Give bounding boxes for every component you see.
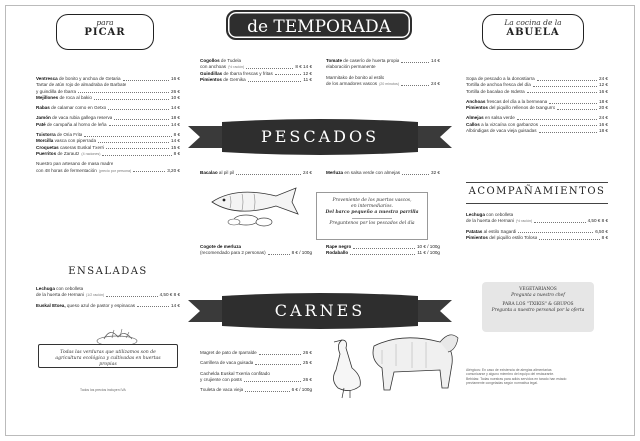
leader-dots [246, 68, 293, 69]
menu-item [200, 387, 312, 393]
menu-item-name: Cachelda Euskal Txerria confitado [200, 370, 270, 376]
menu-item-price: 8 € [601, 234, 608, 240]
menu-item-highlight: Puerritos [36, 150, 57, 156]
menu-item-name: de la huerta de Hernani [36, 292, 85, 298]
menu-item-price: 14 € [171, 138, 180, 144]
menu-item-price: 14 € [431, 58, 440, 63]
ensaladas-list [36, 286, 180, 309]
leader-dots [236, 174, 301, 175]
leader-dots [353, 248, 415, 249]
menu-item-highlight: Euskal Etxea, [36, 302, 66, 308]
menu-item-price: 12 € [303, 70, 312, 76]
menu-item-price: 26 € [303, 350, 312, 355]
menu-item-highlight: Merluza [326, 170, 344, 175]
menu-item-highlight: Cogollos [200, 58, 220, 63]
leader-dots [534, 222, 585, 223]
menu-item [36, 303, 180, 309]
leader-dots [133, 171, 165, 172]
menu-item-price: 3,20 € [167, 167, 180, 173]
leader-dots [540, 125, 597, 126]
menu-item-name: con anchoas [200, 64, 227, 70]
menu-item [36, 168, 180, 174]
menu-item-note: (precio por persona) [98, 168, 132, 173]
menu-item-name: Paté de campaña al horno de leña [36, 121, 107, 127]
menu-item-highlight: Pimientos [466, 105, 488, 111]
menu-item-name: Pimientos del piquillo rellenos de txangurro [466, 105, 556, 111]
menu-item-name: Tortilla de bacalao de Isdetra [466, 88, 525, 94]
menu-item-name: Lechuga con cebolleta [466, 212, 514, 217]
menu-item [200, 250, 312, 256]
leader-dots [402, 174, 429, 175]
leader-dots [517, 119, 597, 120]
leader-dots [248, 81, 302, 82]
menu-item-name: y guindilla de Ibarra [36, 88, 77, 94]
menu-item-name: Txuleta de vaca vieja [200, 387, 244, 393]
menu-item-name: Rabas de calamar como en Getxo [36, 105, 107, 111]
menu-item-name: Croquetas caseras Euskal Txerri [36, 144, 105, 150]
origin-line1: Proveniente de los puertos vascos, [332, 198, 412, 203]
legal-line4: previamente congeladas según normativa legal. [466, 381, 539, 386]
menu-item-price: 11 € / 100g [417, 250, 440, 256]
leader-dots [518, 232, 593, 233]
leader-dots [527, 92, 597, 93]
legal-line3: Bebidas: Todas nuestras para adiós servidos en tarado han estado [466, 376, 567, 381]
leader-dots [549, 103, 597, 104]
leader-dots [109, 125, 170, 126]
leader-dots [401, 85, 429, 86]
menu-item-name: Albóndigas de vaca vieja guisadas [466, 128, 537, 134]
menu-item-name: con 48 horas de fermentación [36, 167, 97, 173]
origin-line2: en intermediarios. [351, 204, 393, 209]
acompanamientos-title: ACOMPAÑAMIENTOS [468, 186, 606, 197]
carnes-title: CARNES [274, 301, 366, 320]
pescados-origin-box [316, 192, 428, 240]
menu-item-price: 12 € [599, 82, 608, 88]
menu-item-price: 8 € [173, 150, 180, 156]
menu-item-highlight: Anchoas [466, 98, 486, 104]
menu-item-price: 25 € [303, 360, 312, 366]
ensaladas-title: ENSALADAS [68, 266, 148, 277]
menu-item-price: 18 € [171, 115, 180, 121]
pescados-col1 [200, 170, 312, 176]
leader-dots [245, 391, 289, 392]
leader-dots [108, 109, 169, 110]
menu-item-highlight: Pimientos [200, 76, 222, 82]
menu-item-name: Morcilla vasca con piperrada [36, 138, 97, 144]
acomp-rule-bottom [466, 203, 608, 204]
pescados-ribbon [188, 118, 452, 160]
menu-item-price: 18 € [599, 98, 608, 104]
leader-dots [533, 86, 597, 87]
leader-dots [557, 109, 597, 110]
menu-item-name: Ventresca de bonito y anchoa de Getaria [36, 76, 121, 81]
legal-line2: comunicarse y alguno miembro del equipo del restaurante. [466, 372, 555, 377]
menu-item-price: 24 € [303, 170, 312, 175]
ensaladas-note: Todas las verduras que utilizamos son de agricultura ecológica y cultivadas en huertas propias [38, 344, 178, 368]
menu-item [326, 81, 440, 87]
menu-item-price: 4,50 € 8 € [587, 218, 608, 224]
menu-item-name [326, 250, 348, 256]
menu-item-price: 10 € [171, 94, 180, 100]
menu-item-highlight: Rape negro [326, 244, 352, 249]
abuela-badge-small: La cocina de la [504, 18, 562, 27]
menu-item-name: Cogollos de Tudela [200, 58, 242, 63]
menu-item-highlight: Cogote de merluza [200, 244, 242, 249]
menu-item-name: Mejillones de roca al bakio [36, 94, 92, 100]
menu-item-highlight: Jamón [36, 115, 51, 121]
menu-item-price: 18 € [599, 128, 608, 134]
menu-item-name: Nuestro pan artesano de masa madre [36, 161, 114, 167]
menu-item-name: Euskal Etxea, queso azul de pastor y espinacas [36, 302, 136, 308]
leader-dots [114, 119, 169, 120]
menu-item-name: Marmitako de bonito al estilo [326, 74, 385, 80]
temporada-col2 [326, 58, 440, 87]
temporada-col1 [200, 58, 312, 83]
leader-dots [268, 254, 290, 255]
fish-illustration [206, 184, 302, 228]
leader-dots [244, 381, 301, 382]
menu-item-name: y crujiente con posts [200, 376, 242, 382]
menu-item-price: 20 € [599, 105, 608, 111]
origin-line3: Del barco pequeño a nuestra parrilla [325, 210, 419, 215]
menu-item-highlight: Txistorra [36, 132, 56, 138]
menu-item-name: Merluza en salsa verde con almejas [326, 170, 401, 175]
menu-item-name: Jamón de vaca rubia gallega reserva [36, 115, 113, 121]
leader-dots [94, 99, 169, 100]
animals-illustration [322, 324, 464, 402]
menu-item-name: Bacalao al pil pil [200, 170, 235, 175]
leader-dots [137, 306, 169, 307]
menu-item-price: 8 € [173, 132, 180, 138]
menu-item-price: 15 € [171, 144, 180, 150]
menu-item-price: 16 € [171, 76, 180, 81]
menu-item-note: (4 raciones) [81, 151, 101, 156]
menu-item [200, 170, 312, 176]
menu-item-price: 14 € [171, 105, 180, 111]
menu-item-highlight: Lechuga [466, 212, 485, 217]
pescados-title: PESCADOS [260, 127, 380, 146]
menu-item-price: 6 € / 100g [291, 387, 312, 393]
menu-item-highlight: Patatas [466, 228, 483, 234]
menu-item-name: elaboración permanente [326, 64, 376, 70]
menu-item-name: Patatas al estilo Sagardi [466, 228, 517, 234]
menu-item-name: Carrillera de vaca guisada [200, 360, 254, 366]
menu-item-name: Anchoas frescas del día a la bermeana [466, 98, 548, 104]
menu-item-price: 24 € [431, 80, 440, 86]
menu-item-price: 26 € [171, 88, 180, 94]
menu-item-name: Tomate de caserío de huerta propia [326, 58, 400, 63]
picar-badge-title: PICAR [84, 27, 126, 38]
info-box [482, 282, 594, 332]
menu-item-highlight: Rabas [36, 105, 50, 111]
menu-item-name: de los armadores vascos [326, 80, 378, 86]
abuela-list [466, 76, 608, 134]
menu-item-highlight: Tomate [326, 58, 342, 63]
menu-item-note: (1/2 ración) [86, 293, 105, 298]
menu-item-name: Magret de pato de Iparralde [200, 350, 257, 355]
leader-dots [102, 155, 171, 156]
menu-item-price: 24 € [599, 76, 608, 81]
leader-dots [78, 92, 169, 93]
leader-dots [539, 132, 598, 133]
menu-item-price: 14 € [171, 121, 180, 127]
menu-item-highlight: Paté [36, 121, 46, 127]
origin-line4: Preguntenos por los pescados del día [329, 221, 415, 226]
menu-item-name: de la huerta de Hernani [466, 218, 515, 224]
menu-item [200, 77, 312, 83]
menu-item-name: Tortilla de anchoa fresca del día [466, 82, 531, 88]
abuela-badge-title: ABUELA [506, 27, 560, 38]
menu-item-price: 10 € / 100g [417, 244, 440, 249]
menu-item-name: Almejas en salsa verde [466, 115, 515, 121]
menu-item-name: Pimientos de Gernika [200, 76, 246, 82]
menu-item-highlight: Bacalao [200, 170, 218, 175]
allergen-note [466, 368, 616, 386]
menu-item-price: 16 € [599, 121, 608, 127]
picar-badge-small: para [96, 18, 114, 27]
leader-dots [539, 239, 599, 240]
menu-item-highlight: Callos [466, 121, 480, 127]
menu-item-name: Sopa de pescado a la donostiarra [466, 76, 535, 81]
menu-item-price: 32 € [431, 170, 440, 175]
menu-item-price: 6,50 € [595, 228, 608, 234]
legal-line1: Alérgicos: En caso de existencia de alergias alimentarias [466, 368, 552, 372]
vegetarian-sub: Pregunta a nuestro chef [511, 293, 565, 298]
vegetarian-heading: VEGETARIANOS [519, 287, 557, 292]
menu-item-name: Guindillas de Ibarra frescas y fritas [200, 70, 273, 76]
pescados-col4 [326, 244, 440, 257]
menu-item-highlight: Morcilla [36, 138, 54, 144]
menu-item-price: 8 € / 100g [291, 250, 312, 256]
menu-item-name: (recomendado para 2 personas) [200, 250, 266, 256]
menu-item-price: 24 € [599, 115, 608, 121]
leader-dots [106, 296, 157, 297]
menu-item-name: Callos a la vizcaína con garbanzos [466, 121, 539, 127]
menu-item-highlight: Croquetas [36, 144, 59, 150]
menu-item [466, 128, 608, 134]
vat-note: Todos los precios incluyen IVA [80, 388, 126, 392]
menu-item-note: (½ ración) [516, 219, 533, 224]
menu-item-name: Lechuga con cebolleta [36, 286, 84, 291]
pescados-col2 [326, 170, 440, 176]
pescados-col3 [200, 244, 312, 257]
menu-item-name: Pimientos del piquillo estilo Tolosa [466, 234, 538, 240]
leader-dots [255, 364, 301, 365]
menu-item-name: Tartar de atún rojo de almadraba de Barbate [36, 82, 127, 88]
menu-item-note: (½ ración) [228, 65, 245, 70]
menu-item-note: (20 minutos) [379, 81, 400, 86]
menu-item-highlight: Guindillas [200, 70, 223, 76]
leader-dots [275, 74, 301, 75]
leader-dots [98, 142, 169, 143]
menu-item-price: 4,50 € 8 € [159, 292, 180, 298]
menu-item [466, 235, 608, 241]
leader-dots [84, 136, 171, 137]
menu-item-highlight: Lechuga [36, 286, 55, 291]
groups-heading: PARA LOS "TXIKIS" & GRUPOS [502, 302, 574, 307]
menu-item-highlight: Pimientos [466, 234, 488, 240]
picar-badge [56, 14, 154, 50]
acomp-rule-top [466, 182, 608, 183]
menu-item-highlight: Rodaballo [326, 250, 349, 256]
menu-item-price: 8 € 14 € [295, 64, 312, 70]
menu-item-price: 11 € [303, 76, 312, 82]
menu-item-highlight: Almejas [466, 115, 484, 121]
menu-item [326, 170, 440, 176]
menu-item-price: 26 € [303, 376, 312, 382]
menu-item-name: Txistorra de Oria Frita [36, 132, 83, 138]
page-title: de TEMPORADA [226, 10, 412, 40]
leader-dots [123, 80, 170, 81]
abuela-badge [482, 14, 584, 50]
menu-item [326, 250, 440, 256]
leader-dots [106, 148, 169, 149]
picar-list [36, 76, 180, 174]
menu-item-name: Puerritos de Zarautz [36, 150, 80, 156]
menu-item-highlight: Ventresca [36, 76, 58, 81]
leader-dots [259, 354, 301, 355]
leader-dots [537, 80, 597, 81]
menu-item-price: 16 € [599, 88, 608, 94]
carnes-list [200, 350, 312, 393]
leader-dots [401, 62, 429, 63]
groups-sub: Pregunta a nuestro personal por la oferta [491, 308, 585, 313]
acompanamientos-list [466, 212, 608, 241]
menu-item-highlight: Mejillones [36, 94, 59, 100]
menu-item-price: 14 € [171, 302, 180, 308]
leader-dots [350, 254, 415, 255]
